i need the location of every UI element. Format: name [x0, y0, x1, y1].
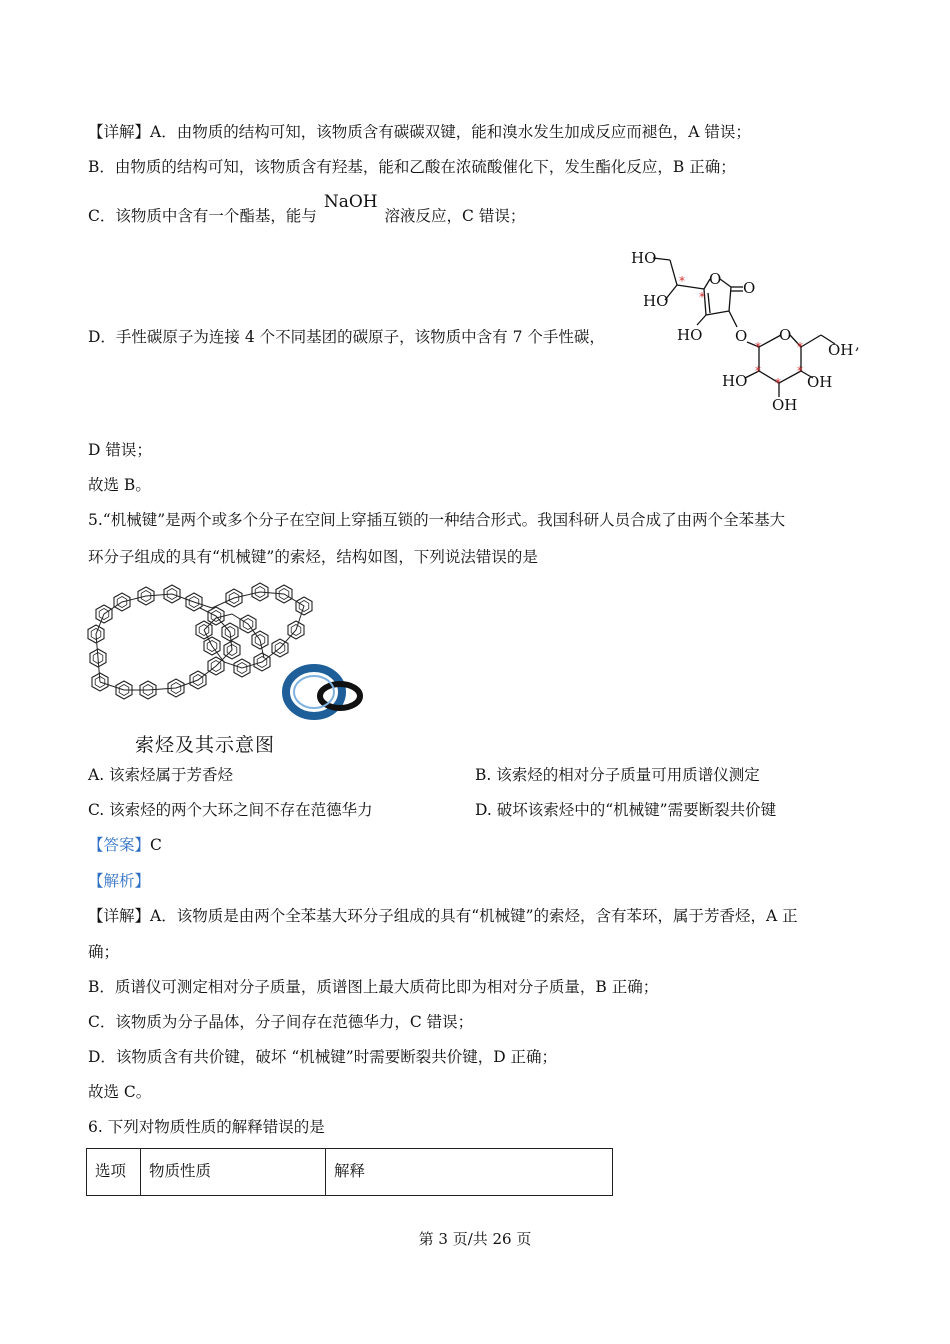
q5-choose: 故选 C。 — [88, 1083, 152, 1101]
q4-detail-c — [88, 192, 526, 226]
mol-label-comma: , — [855, 335, 860, 353]
catenane-caption: 索烃及其示意图 — [135, 734, 276, 756]
q5-stem-line1: 5.“机械键”是两个或多个分子在空间上穿插互锁的一种结合形式。我国科研人员合成了由两个全苯基大 — [88, 511, 786, 529]
table-header-row — [87, 1149, 613, 1196]
mol-label-ho2: HO — [643, 292, 669, 310]
q4-c-suffix: 溶液反应，C 错误； — [384, 207, 526, 225]
svg-text:*: * — [699, 290, 705, 304]
svg-text:*: * — [755, 364, 761, 378]
answer-label: 【答案】 — [88, 836, 151, 854]
mol-label-ho4: HO — [722, 372, 748, 390]
svg-text:*: * — [775, 376, 781, 390]
answer-value: C — [150, 836, 162, 854]
q5-detail-c: C．该物质为分子晶体，分子间存在范德华力，C 错误； — [88, 1013, 474, 1031]
mol-label-oh3: OH — [772, 396, 798, 414]
svg-text:*: * — [797, 340, 803, 354]
table-header-option: 选项 — [87, 1149, 141, 1196]
table-header-property: 物质性质 — [141, 1149, 326, 1196]
q5-detail-b: B．质谱仪可测定相对分子质量，质谱图上最大质荷比即为相对分子质量，B 正确； — [88, 978, 659, 996]
q5-detail-a-line2: 确； — [88, 943, 120, 961]
q4-detail-a: 【详解】A．由物质的结构可知，该物质含有碳碳双键，能和溴水发生加成反应而褪色，A 错误； — [88, 123, 751, 141]
q5-option-c: C. 该索烃的两个大环之间不存在范德华力 — [88, 801, 373, 819]
mol-label-o-pyranose: O — [779, 326, 792, 344]
q5-option-a: A. 该索烃属于芳香烃 — [88, 766, 234, 784]
table-header-explanation: 解释 — [326, 1149, 613, 1196]
mol-label-oh2: OH — [807, 373, 833, 391]
mol-label-o-carbonyl: O — [743, 279, 756, 297]
interlocked-rings-icon — [286, 668, 360, 716]
q5-analysis-label: 【解析】 — [88, 872, 151, 890]
q5-option-d: D. 破坏该索烃中的“机械键”需要断裂共价键 — [475, 801, 777, 819]
q5-detail-a-line1: 【详解】A．该物质是由两个全苯基大环分子组成的具有“机械键”的索烃，含有苯环，属于芳香烃，A 正 — [88, 907, 798, 925]
catenane-figure — [84, 578, 374, 728]
q5-stem-line2: 环分子组成的具有“机械键”的索烃，结构如图，下列说法错误的是 — [88, 548, 538, 566]
q4-detail-b: B．由物质的结构可知，该物质含有羟基，能和乙酸在浓硫酸催化下，发生酯化反应，B 正确； — [88, 158, 736, 176]
q4-detail-d: D．手性碳原子为连接 4 个不同基团的碳原子，该物质中含有 7 个手性碳， — [88, 328, 605, 346]
mol-label-o-ring: O — [709, 270, 722, 288]
q6-stem: 6. 下列对物质性质的解释错误的是 — [88, 1118, 325, 1136]
svg-text:*: * — [679, 274, 685, 288]
svg-text:*: * — [755, 340, 761, 354]
mol-label-ho1: HO — [631, 249, 657, 267]
mol-label-ho3: HO — [677, 326, 703, 344]
q6-table — [86, 1148, 613, 1196]
q4-c-naoh: NaOH — [323, 192, 378, 212]
mol-label-oh1: OH — [828, 341, 854, 359]
q5-answer — [88, 835, 162, 855]
mol-label-o-link: O — [735, 327, 748, 345]
svg-text:*: * — [797, 364, 803, 378]
q4-d-conclusion: D 错误； — [88, 441, 152, 459]
page-footer: 第 3 页/共 26 页 — [418, 1230, 532, 1248]
q4-c-prefix: C．该物质中含有一个酯基，能与 — [88, 207, 317, 225]
q5-option-b: B. 该索烃的相对分子质量可用质谱仪测定 — [475, 766, 760, 784]
q4-choose: 故选 B。 — [88, 476, 151, 494]
q5-detail-d: D．该物质含有共价键，破坏 “机械键”时需要断裂共价键，D 正确； — [88, 1048, 558, 1066]
ascorbic-glucoside-structure — [625, 245, 865, 417]
